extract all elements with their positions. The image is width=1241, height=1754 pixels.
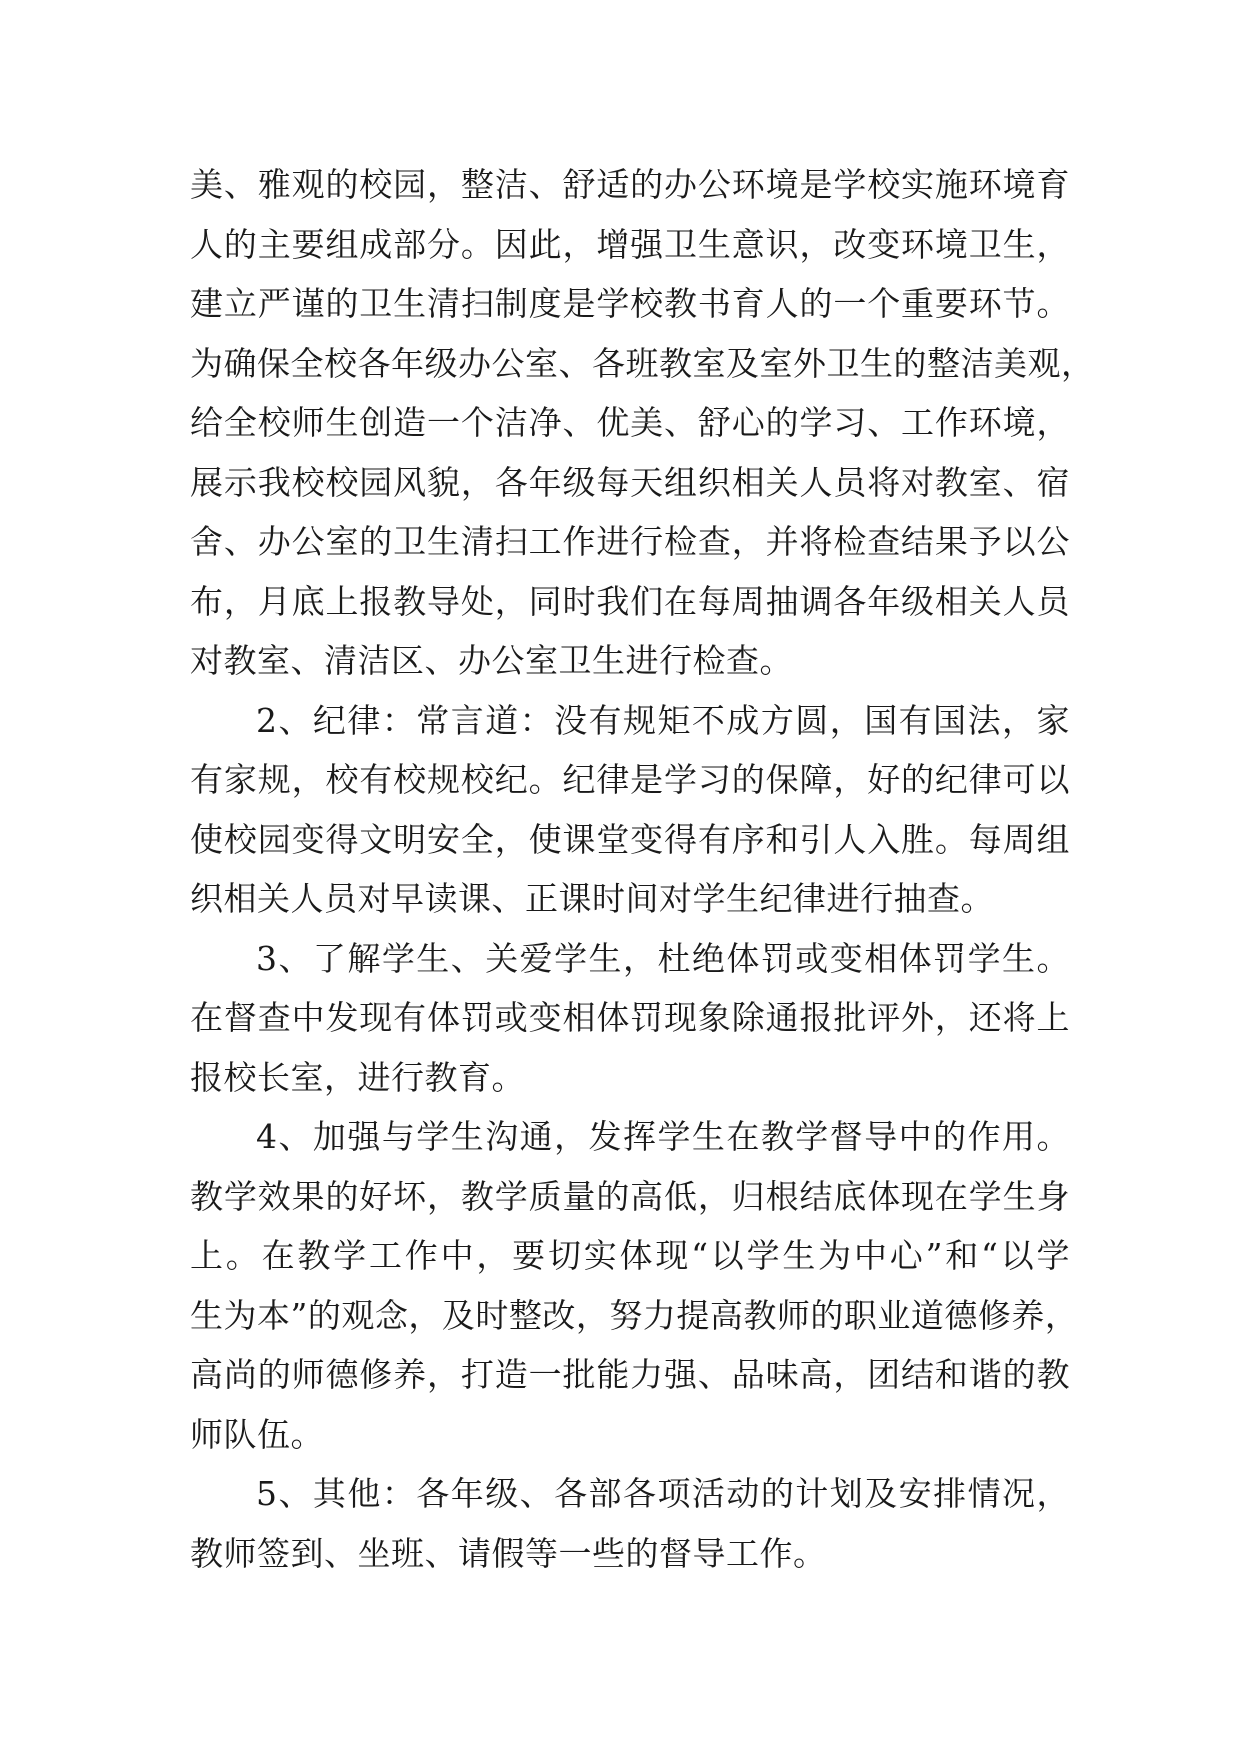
text-line: 布，月底上报教导处，同时我们在每周抽调各年级相关人员 (190, 581, 1070, 621)
text-line: 生为本”的观念，及时整改，努力提高教师的职业道德修养， (190, 1295, 1079, 1335)
text-line: 上。在教学工作中，要切实体现“以学生为中心”和“以学 (190, 1236, 1070, 1275)
text-line: 美、雅观的校园，整洁、舒适的办公环境是学校实施环境育 (190, 165, 1070, 204)
text-line: 展示我校校园风貌，各年级每天组织相关人员将对教室、宿 (190, 462, 1070, 502)
paragraph-start-line: 4、加强与学生沟通，发挥学生在教学督导中的作用。 (256, 1117, 1070, 1156)
text-line: 有家规，校有校规校纪。纪律是学习的保障，好的纪律可以 (190, 760, 1070, 799)
text-line: 织相关人员对早读课、正课时间对学生纪律进行抽查。 (190, 879, 994, 918)
paragraph-start-line: 2、纪律：常言道：没有规矩不成方圆，国有国法，家 (256, 700, 1070, 740)
text-line: 教学效果的好坏，教学质量的高低，归根结底体现在学生身 (190, 1176, 1070, 1216)
text-line: 建立严谨的卫生清扫制度是学校教书育人的一个重要环节。 (190, 284, 1070, 323)
text-line: 报校长室，进行教育。 (190, 1057, 525, 1097)
body-text (190, 155, 1095, 1583)
paragraph-start-line: 3、了解学生、关爱学生，杜绝体罚或变相体罚学生。 (256, 938, 1070, 978)
text-line: 舍、办公室的卫生清扫工作进行检查，并将检查结果予以公 (190, 522, 1070, 561)
paragraph-start-line: 5、其他：各年级、各部各项活动的计划及安排情况， (256, 1474, 1070, 1513)
text-line: 教师签到、坐班、请假等一些的督导工作。 (190, 1533, 827, 1573)
text-line: 高尚的师德修养，打造一批能力强、品味高，团结和谐的教 (190, 1355, 1070, 1394)
text-line: 对教室、清洁区、办公室卫生进行检查。 (190, 641, 793, 680)
text-line: 给全校师生创造一个洁净、优美、舒心的学习、工作环境， (190, 403, 1070, 442)
text-line: 在督查中发现有体罚或变相体罚现象除通报批评外，还将上 (190, 998, 1070, 1037)
text-line: 人的主要组成部分。因此，增强卫生意识，改变环境卫生， (190, 224, 1070, 264)
text-line: 为确保全校各年级办公室、各班教室及室外卫生的整洁美观， (190, 343, 1095, 383)
text-line: 使校园变得文明安全，使课堂变得有序和引人入胜。每周组 (190, 819, 1070, 859)
text-line: 师队伍。 (190, 1414, 324, 1454)
